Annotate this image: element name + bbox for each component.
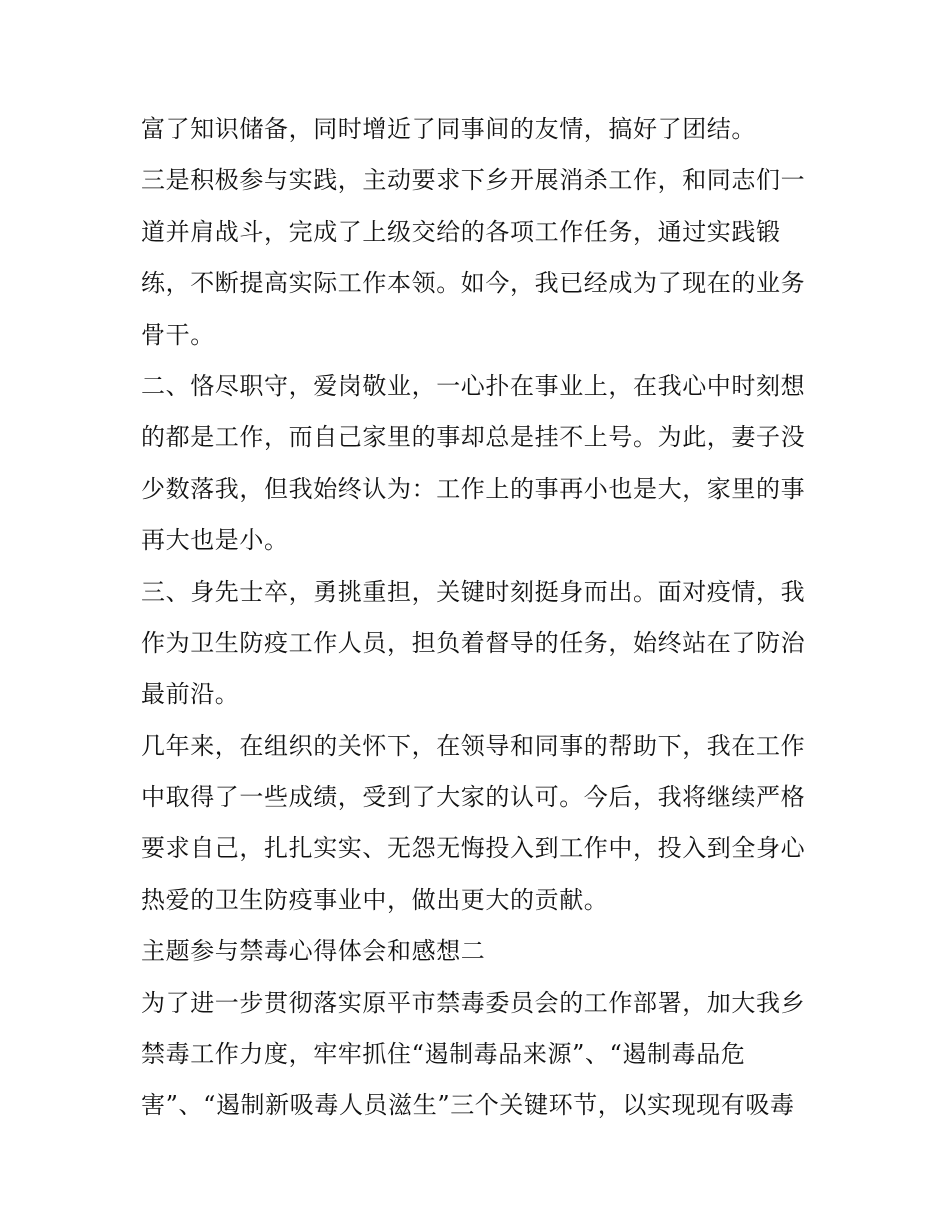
text-line: 骨干。 bbox=[141, 320, 215, 349]
text-line: 富了知识储备，同时增近了同事间的友情，搞好了团结。 bbox=[141, 115, 756, 143]
section-title: 主题参与禁毒心得体会和感想二 bbox=[141, 937, 486, 966]
text-line: 为了进一步贯彻落实原平市禁毒委员会的工作部署，加大我乡 bbox=[141, 988, 806, 1017]
text-line: 再大也是小。 bbox=[141, 526, 289, 555]
text-line: 三、身先士卒，勇挑重担，关键时刻挺身而出。面对疫情，我 bbox=[141, 577, 806, 606]
text-line: 几年来，在组织的关怀下，在领导和同事的帮助下，我在工作 bbox=[141, 731, 806, 760]
text-line: 中取得了一些成绩，受到了大家的认可。今后，我将继续严格 bbox=[141, 783, 806, 812]
text-line: 三是积极参与实践，主动要求下乡开展消杀工作，和同志们一 bbox=[141, 166, 806, 195]
text-line: 二、恪尽职守，爱岗敬业，一心扑在事业上，在我心中时刻想 bbox=[141, 371, 806, 400]
text-line: 禁毒工作力度，牢牢抓住“遏制毒品来源”、“遏制毒品危 bbox=[141, 1040, 746, 1069]
text-line: 作为卫生防疫工作人员，担负着督导的任务，始终站在了防治 bbox=[141, 628, 806, 657]
text-line: 少数落我，但我始终认为：工作上的事再小也是大，家里的事 bbox=[141, 474, 806, 503]
text-line: 要求自己，扎扎实实、无怨无悔投入到工作中，投入到全身心 bbox=[141, 834, 806, 863]
text-line: 热爱的卫生防疫事业中，做出更大的贡献。 bbox=[141, 885, 609, 914]
text-line: 害”、“遏制新吸毒人员滋生”三个关键环节，以实现现有吸毒 bbox=[141, 1091, 795, 1120]
text-line: 最前沿。 bbox=[141, 680, 240, 709]
text-line: 的都是工作，而自己家里的事却总是挂不上号。为此，妻子没 bbox=[141, 423, 806, 452]
text-line: 道并肩战斗，完成了上级交给的各项工作任务，通过实践锻 bbox=[141, 217, 781, 246]
text-line: 练，不断提高实际工作本领。如今，我已经成为了现在的业务 bbox=[141, 269, 806, 298]
document-body bbox=[141, 104, 821, 1132]
